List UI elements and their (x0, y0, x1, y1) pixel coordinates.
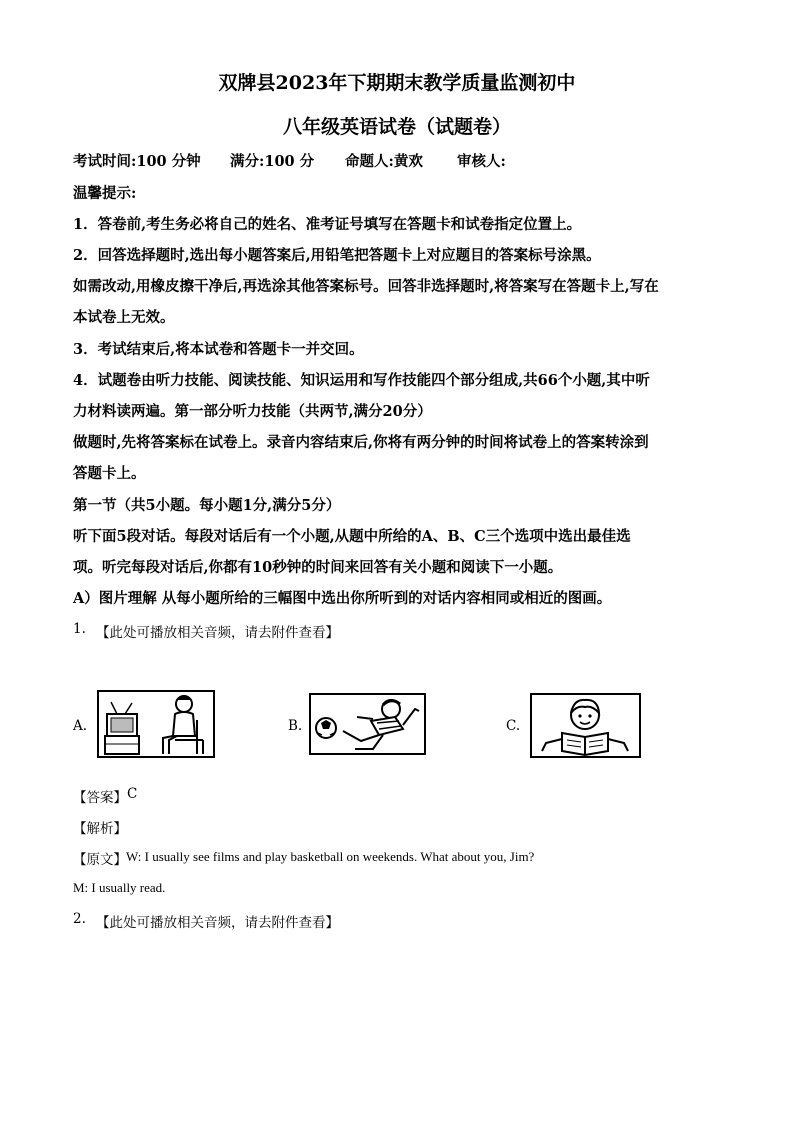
answer-value: C (127, 786, 138, 802)
notice-line: 3．考试结束后,将本试卷和答题卡一并交回。 (73, 341, 364, 358)
answer-tag: 【答案】 (73, 790, 127, 806)
question-number: 2. (73, 911, 86, 927)
notice-line: 如需改动,用橡皮擦干净后,再选涂其他答案标号。回答非选择题时,将答案写在答题卡上,写在 (73, 278, 659, 295)
watching-tv-picture (97, 690, 215, 758)
exam-time: 考试时间:100 分钟 (73, 153, 201, 170)
analysis-tag: 【解析】 (73, 821, 127, 837)
notice-line: 1．答卷前,考生务必将自己的姓名、准考证号填写在答题卡和试卷指定位置上。 (73, 216, 582, 233)
question-number: 1. (73, 621, 86, 637)
exam-score: 满分:100 分 (230, 153, 315, 170)
audio-note[interactable]: 【此处可播放相关音频，请去附件查看】 (96, 625, 339, 641)
exam-reviewer: 审核人: (457, 153, 506, 170)
section-instruction: 项。听完每段对话后,你都有10秒钟的时间来回答有关小题和阅读下一小题。 (73, 559, 563, 576)
audio-note[interactable]: 【此处可播放相关音频，请去附件查看】 (96, 915, 339, 931)
notice-heading: 温馨提示: (73, 185, 137, 202)
reading-book-picture (530, 693, 641, 758)
transcript-line: M: I usually read. (73, 880, 166, 895)
transcript-tag: 【原文】 (73, 852, 127, 868)
notice-line: 答题卡上。 (73, 465, 146, 482)
part-a-heading: A）图片理解 从每小题所给的三幅图中选出你所听到的对话内容相同或相近的图画。 (73, 590, 612, 607)
section-heading: 第一节（共5小题。每小题1分,满分5分） (73, 497, 341, 514)
notice-line: 4．试题卷由听力技能、阅读技能、知识运用和写作技能四个部分组成,共66个小题,其中听 (73, 372, 650, 389)
notice-line: 做题时,先将答案标在试卷上。录音内容结束后,你将有两分钟的时间将试卷上的答案转涂到 (73, 434, 649, 451)
document-title: 双牌县2023年下期期末教学质量监测初中 (218, 72, 576, 94)
exam-author: 命题人:黄欢 (345, 153, 423, 170)
playing-football-picture (309, 693, 426, 755)
option-b-label: B. (288, 718, 303, 734)
transcript-line: W: I usually see films and play basketball on weekends. What about you, Jim? (126, 849, 535, 864)
document-subtitle: 八年级英语试卷（试题卷） (282, 116, 511, 138)
notice-line: 本试卷上无效。 (73, 309, 175, 326)
option-c-label: C. (506, 718, 521, 734)
notice-line: 力材料读两遍。第一部分听力技能（共两节,满分20分） (73, 403, 432, 420)
notice-line: 2．回答选择题时,选出每小题答案后,用铅笔把答题卡上对应题目的答案标号涂黑。 (73, 247, 601, 264)
option-a-label: A. (73, 718, 88, 734)
section-instruction: 听下面5段对话。每段对话后有一个小题,从题中所给的A、B、C三个选项中选出最佳选 (73, 528, 631, 545)
